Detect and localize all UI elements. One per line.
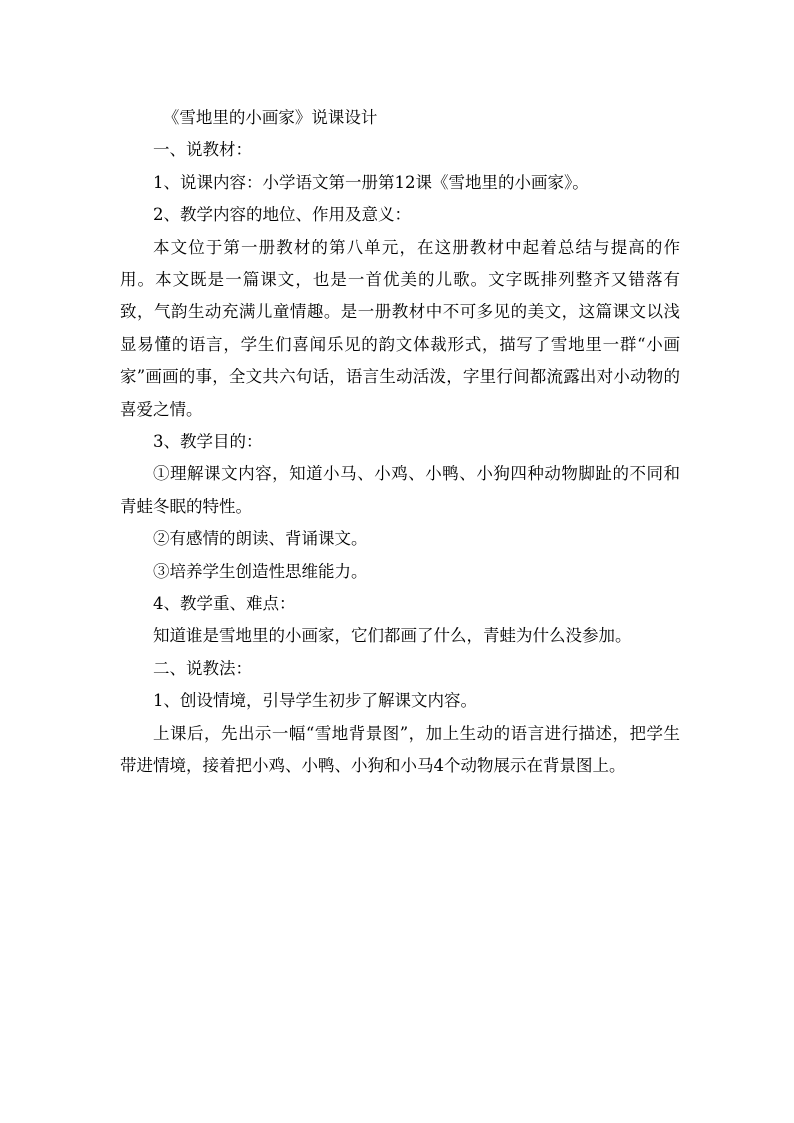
paragraph-significance: 本文位于第一册教材的第八单元，在这册教材中起着总结与提高的作用。本文既是一篇课文，也是一首优美的儿歌。文字既排列整齐又错落有致，气韵生动充满儿童情趣。是一册教材中不可多见的美文，这篇课文以浅显易懂的语言，学生们喜闻乐见的韵文体裁形式，描写了雪地里一群“小画家”画画的事，全文共六句话，语言生动活泼，字里行间都流露出对小动物的喜爱之情。: [120, 237, 680, 419]
method-1: 1、创设情境，引导学生初步了解课文内容。: [153, 691, 477, 711]
document-title: 《雪地里的小画家》说课设计: [162, 108, 378, 127]
item-teaching-goals: 3、教学目的：: [153, 432, 263, 451]
goal-2: ②有感情的朗读、背诵课文。: [153, 529, 368, 549]
item-significance: 2、教学内容的地位、作用及意义：: [153, 205, 411, 225]
document-body: [120, 102, 680, 782]
section-heading-materials: 一、说教材：: [153, 140, 252, 160]
item-lesson-content: 1、说课内容：小学语文第一册第12课《雪地里的小画家》。: [153, 172, 589, 192]
item-key-points: 4、教学重、难点：: [153, 593, 296, 613]
paragraph-method-1: 上课后，先出示一幅“雪地背景图”，加上生动的语言进行描述，把学生带进情境，接着把小鸡、小鸭、小狗和小马4个动物展示在背景图上。: [120, 723, 680, 775]
goal-3: ③培养学生创造性思维能力。: [153, 561, 368, 581]
paragraph-key-points: 知道谁是雪地里的小画家，它们都画了什么，青蛙为什么没参加。: [153, 626, 632, 646]
section-heading-methods: 二、说教法：: [153, 658, 252, 678]
goal-1: ①理解课文内容，知道小马、小鸡、小鸭、小狗四种动物脚趾的不同和青蛙冬眠的特性。: [120, 464, 680, 516]
